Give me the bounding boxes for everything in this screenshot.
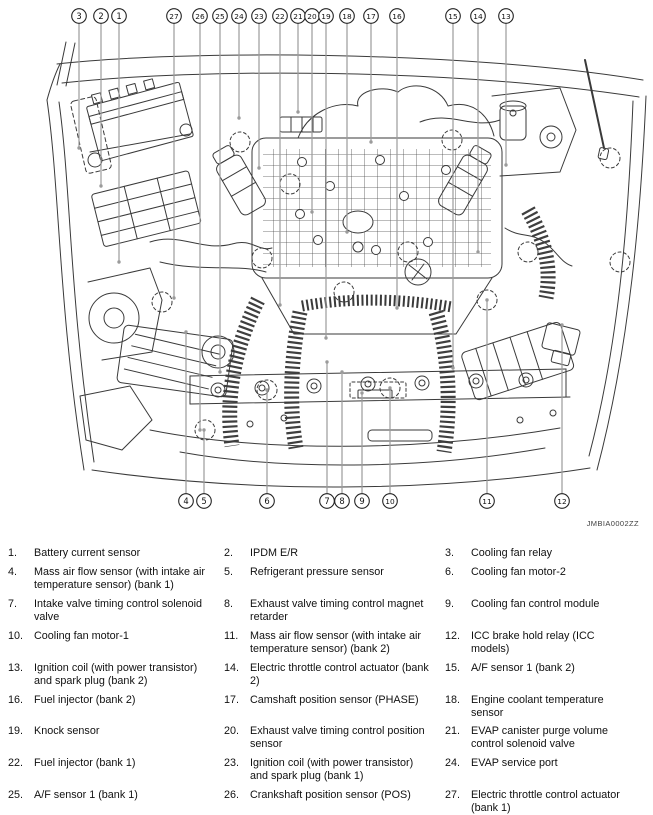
legend-item-22 — [8, 757, 224, 783]
callout-13 — [499, 9, 514, 24]
callout-23 — [252, 9, 267, 24]
component-legend — [8, 547, 647, 815]
callout-17 — [364, 9, 379, 24]
callout-8 — [335, 494, 350, 509]
callout-12 — [555, 494, 570, 509]
callout-15 — [446, 9, 461, 24]
legend-item-26 — [224, 789, 445, 815]
legend-item-24 — [445, 757, 647, 783]
svg-text:13: 13 — [501, 11, 511, 21]
legend-item-2 — [224, 547, 445, 560]
svg-text:10: 10 — [385, 496, 395, 506]
legend-item-4 — [8, 566, 224, 592]
callout-6 — [260, 494, 275, 509]
callout-22 — [273, 9, 288, 24]
svg-text:27: 27 — [169, 11, 179, 21]
legend-item-number: 10. — [8, 629, 24, 642]
legend-item-21 — [445, 725, 647, 751]
legend-item-number: 26. — [224, 789, 240, 802]
svg-text:9: 9 — [359, 495, 365, 506]
legend-item-label: Cooling fan control module — [471, 597, 600, 610]
strut-tower-right — [492, 88, 576, 176]
legend-item-5 — [224, 566, 445, 592]
callout-2 — [94, 9, 109, 24]
legend-item-8 — [224, 598, 445, 624]
legend-item-label: Electric throttle control actuator (bank 1) — [471, 789, 620, 815]
legend-item-label: Electric throttle control actuator (bank 2) — [250, 661, 429, 687]
legend-item-label: A/F sensor 1 (bank 1) — [34, 789, 138, 802]
legend-item-number: 7. — [8, 597, 18, 610]
callout-4 — [179, 494, 194, 509]
legend-item-number: 8. — [224, 597, 234, 610]
legend-item-27 — [445, 789, 647, 815]
svg-text:5: 5 — [201, 495, 207, 506]
legend-item-14 — [224, 662, 445, 688]
legend-item-number: 2. — [224, 547, 234, 559]
callout-25 — [213, 9, 228, 24]
legend-item-11 — [224, 630, 445, 656]
svg-text:21: 21 — [293, 11, 303, 21]
svg-text:17: 17 — [366, 11, 376, 21]
svg-text:15: 15 — [448, 11, 458, 21]
legend-item-19 — [8, 725, 224, 751]
legend-item-number: 21. — [445, 725, 461, 738]
svg-text:18: 18 — [342, 11, 352, 21]
svg-text:22: 22 — [275, 11, 285, 21]
legend-item-label: Mass air flow sensor (with intake air temperature sensor) (bank 2) — [250, 629, 422, 655]
legend-item-number: 9. — [445, 597, 455, 610]
legend-item-number: 5. — [224, 565, 234, 578]
legend-item-label: EVAP service port — [471, 757, 558, 770]
legend-item-label: Cooling fan motor-1 — [34, 629, 129, 642]
callout-21 — [291, 9, 306, 24]
legend-item-6 — [445, 566, 647, 592]
legend-item-number: 17. — [224, 693, 240, 706]
legend-item-15 — [445, 662, 647, 688]
svg-text:26: 26 — [195, 11, 205, 21]
svg-text:8: 8 — [339, 495, 345, 506]
legend-item-label: IPDM E/R — [250, 547, 298, 559]
legend-item-number: 3. — [445, 547, 455, 559]
callout-16 — [390, 9, 405, 24]
air-cleaner-left — [116, 325, 233, 398]
svg-text:3: 3 — [76, 10, 82, 21]
legend-item-label: Fuel injector (bank 2) — [34, 693, 136, 706]
legend-item-7 — [8, 598, 224, 624]
callout-1 — [112, 9, 127, 24]
callout-20 — [305, 9, 320, 24]
svg-text:25: 25 — [215, 11, 225, 21]
corrugated-pipe — [302, 300, 452, 307]
legend-item-1 — [8, 547, 224, 560]
callout-9 — [355, 494, 370, 509]
legend-item-label: Ignition coil (with power transistor) and spark plug (bank 2) — [34, 661, 198, 687]
legend-item-label: Knock sensor — [34, 725, 100, 738]
legend-item-number: 19. — [8, 725, 24, 738]
front-crossmember — [190, 369, 570, 404]
svg-text:6: 6 — [264, 495, 270, 506]
legend-item-number: 16. — [8, 693, 24, 706]
legend-item-label: Fuel injector (bank 1) — [34, 757, 136, 770]
legend-item-23 — [224, 757, 445, 783]
legend-item-label: Battery current sensor — [34, 547, 141, 559]
legend-item-number: 20. — [224, 725, 240, 738]
legend-item-label: Exhaust valve timing control magnet retarder — [250, 597, 424, 623]
legend-item-16 — [8, 694, 224, 720]
legend-item-label: Mass air flow sensor (with intake air temperature sensor) (bank 1) — [34, 565, 206, 591]
air-cleaner-right — [461, 321, 575, 401]
svg-text:23: 23 — [254, 11, 264, 21]
legend-item-label: Cooling fan relay — [471, 547, 553, 559]
strut-tower-left — [88, 268, 162, 360]
svg-text:7: 7 — [324, 495, 330, 506]
legend-item-9 — [445, 598, 647, 624]
legend-item-number: 25. — [8, 789, 24, 802]
callout-3 — [72, 9, 87, 24]
legend-item-number: 15. — [445, 661, 461, 674]
legend-item-number: 6. — [445, 565, 455, 578]
fuel-rail — [280, 117, 322, 132]
reservoir — [500, 101, 562, 148]
legend-item-number: 12. — [445, 629, 461, 642]
legend-item-number: 24. — [445, 757, 461, 770]
legend-item-number: 18. — [445, 693, 461, 706]
ipdm-fuse-box — [91, 170, 201, 247]
svg-text:16: 16 — [392, 11, 402, 21]
legend-item-label: Cooling fan motor-2 — [471, 565, 566, 578]
callout-7 — [320, 494, 335, 509]
svg-text:24: 24 — [234, 11, 244, 21]
legend-item-number: 27. — [445, 789, 461, 802]
svg-text:11: 11 — [482, 496, 492, 506]
svg-text:2: 2 — [98, 10, 104, 21]
legend-item-label: Camshaft position sensor (PHASE) — [250, 693, 419, 706]
legend-item-label: Intake valve timing control solenoid valve — [34, 597, 203, 623]
svg-text:12: 12 — [557, 496, 567, 506]
callout-27 — [167, 9, 182, 24]
legend-item-label: ICC brake hold relay (ICC models) — [471, 629, 595, 655]
battery — [70, 72, 194, 174]
legend-item-number: 1. — [8, 547, 18, 559]
legend-item-10 — [8, 630, 224, 656]
svg-text:19: 19 — [321, 11, 331, 21]
legend-item-number: 14. — [224, 661, 240, 674]
legend-item-13 — [8, 662, 224, 688]
legend-item-number: 13. — [8, 661, 24, 674]
legend-item-label: Refrigerant pressure sensor — [250, 565, 384, 578]
callout-11 — [480, 494, 495, 509]
legend-item-17 — [224, 694, 445, 720]
callout-10 — [383, 494, 398, 509]
legend-item-number: 23. — [224, 757, 240, 770]
legend-item-label: EVAP canister purge volume control solenoid valve — [471, 725, 609, 751]
callout-24 — [232, 9, 247, 24]
legend-item-label: Exhaust valve timing control position sensor — [250, 725, 425, 751]
svg-text:14: 14 — [473, 11, 483, 21]
svg-text:4: 4 — [183, 495, 189, 506]
legend-item-label: A/F sensor 1 (bank 2) — [471, 661, 575, 674]
legend-item-12 — [445, 630, 647, 656]
legend-item-25 — [8, 789, 224, 815]
hood-prop-rod — [585, 60, 609, 160]
svg-text:20: 20 — [307, 11, 317, 21]
icc-relay — [541, 322, 580, 366]
legend-item-label: Ignition coil (with power transistor) and spark plug (bank 1) — [250, 757, 414, 783]
legend-item-number: 4. — [8, 565, 18, 578]
callout-18 — [340, 9, 355, 24]
legend-item-number: 22. — [8, 757, 24, 770]
legend-item-label: Engine coolant temperature sensor — [471, 693, 604, 719]
callout-14 — [471, 9, 486, 24]
callout-19 — [319, 9, 334, 24]
legend-item-20 — [224, 725, 445, 751]
bumper-lower — [80, 386, 560, 465]
callout-5 — [197, 494, 212, 509]
legend-item-label: Crankshaft position sensor (POS) — [250, 789, 411, 802]
legend-item-18 — [445, 694, 647, 720]
legend-item-3 — [445, 547, 647, 560]
callout-26 — [193, 9, 208, 24]
legend-item-number: 11. — [224, 629, 239, 642]
svg-text:1: 1 — [116, 10, 122, 21]
figure-code: JMBIA0002ZZ — [586, 519, 639, 528]
